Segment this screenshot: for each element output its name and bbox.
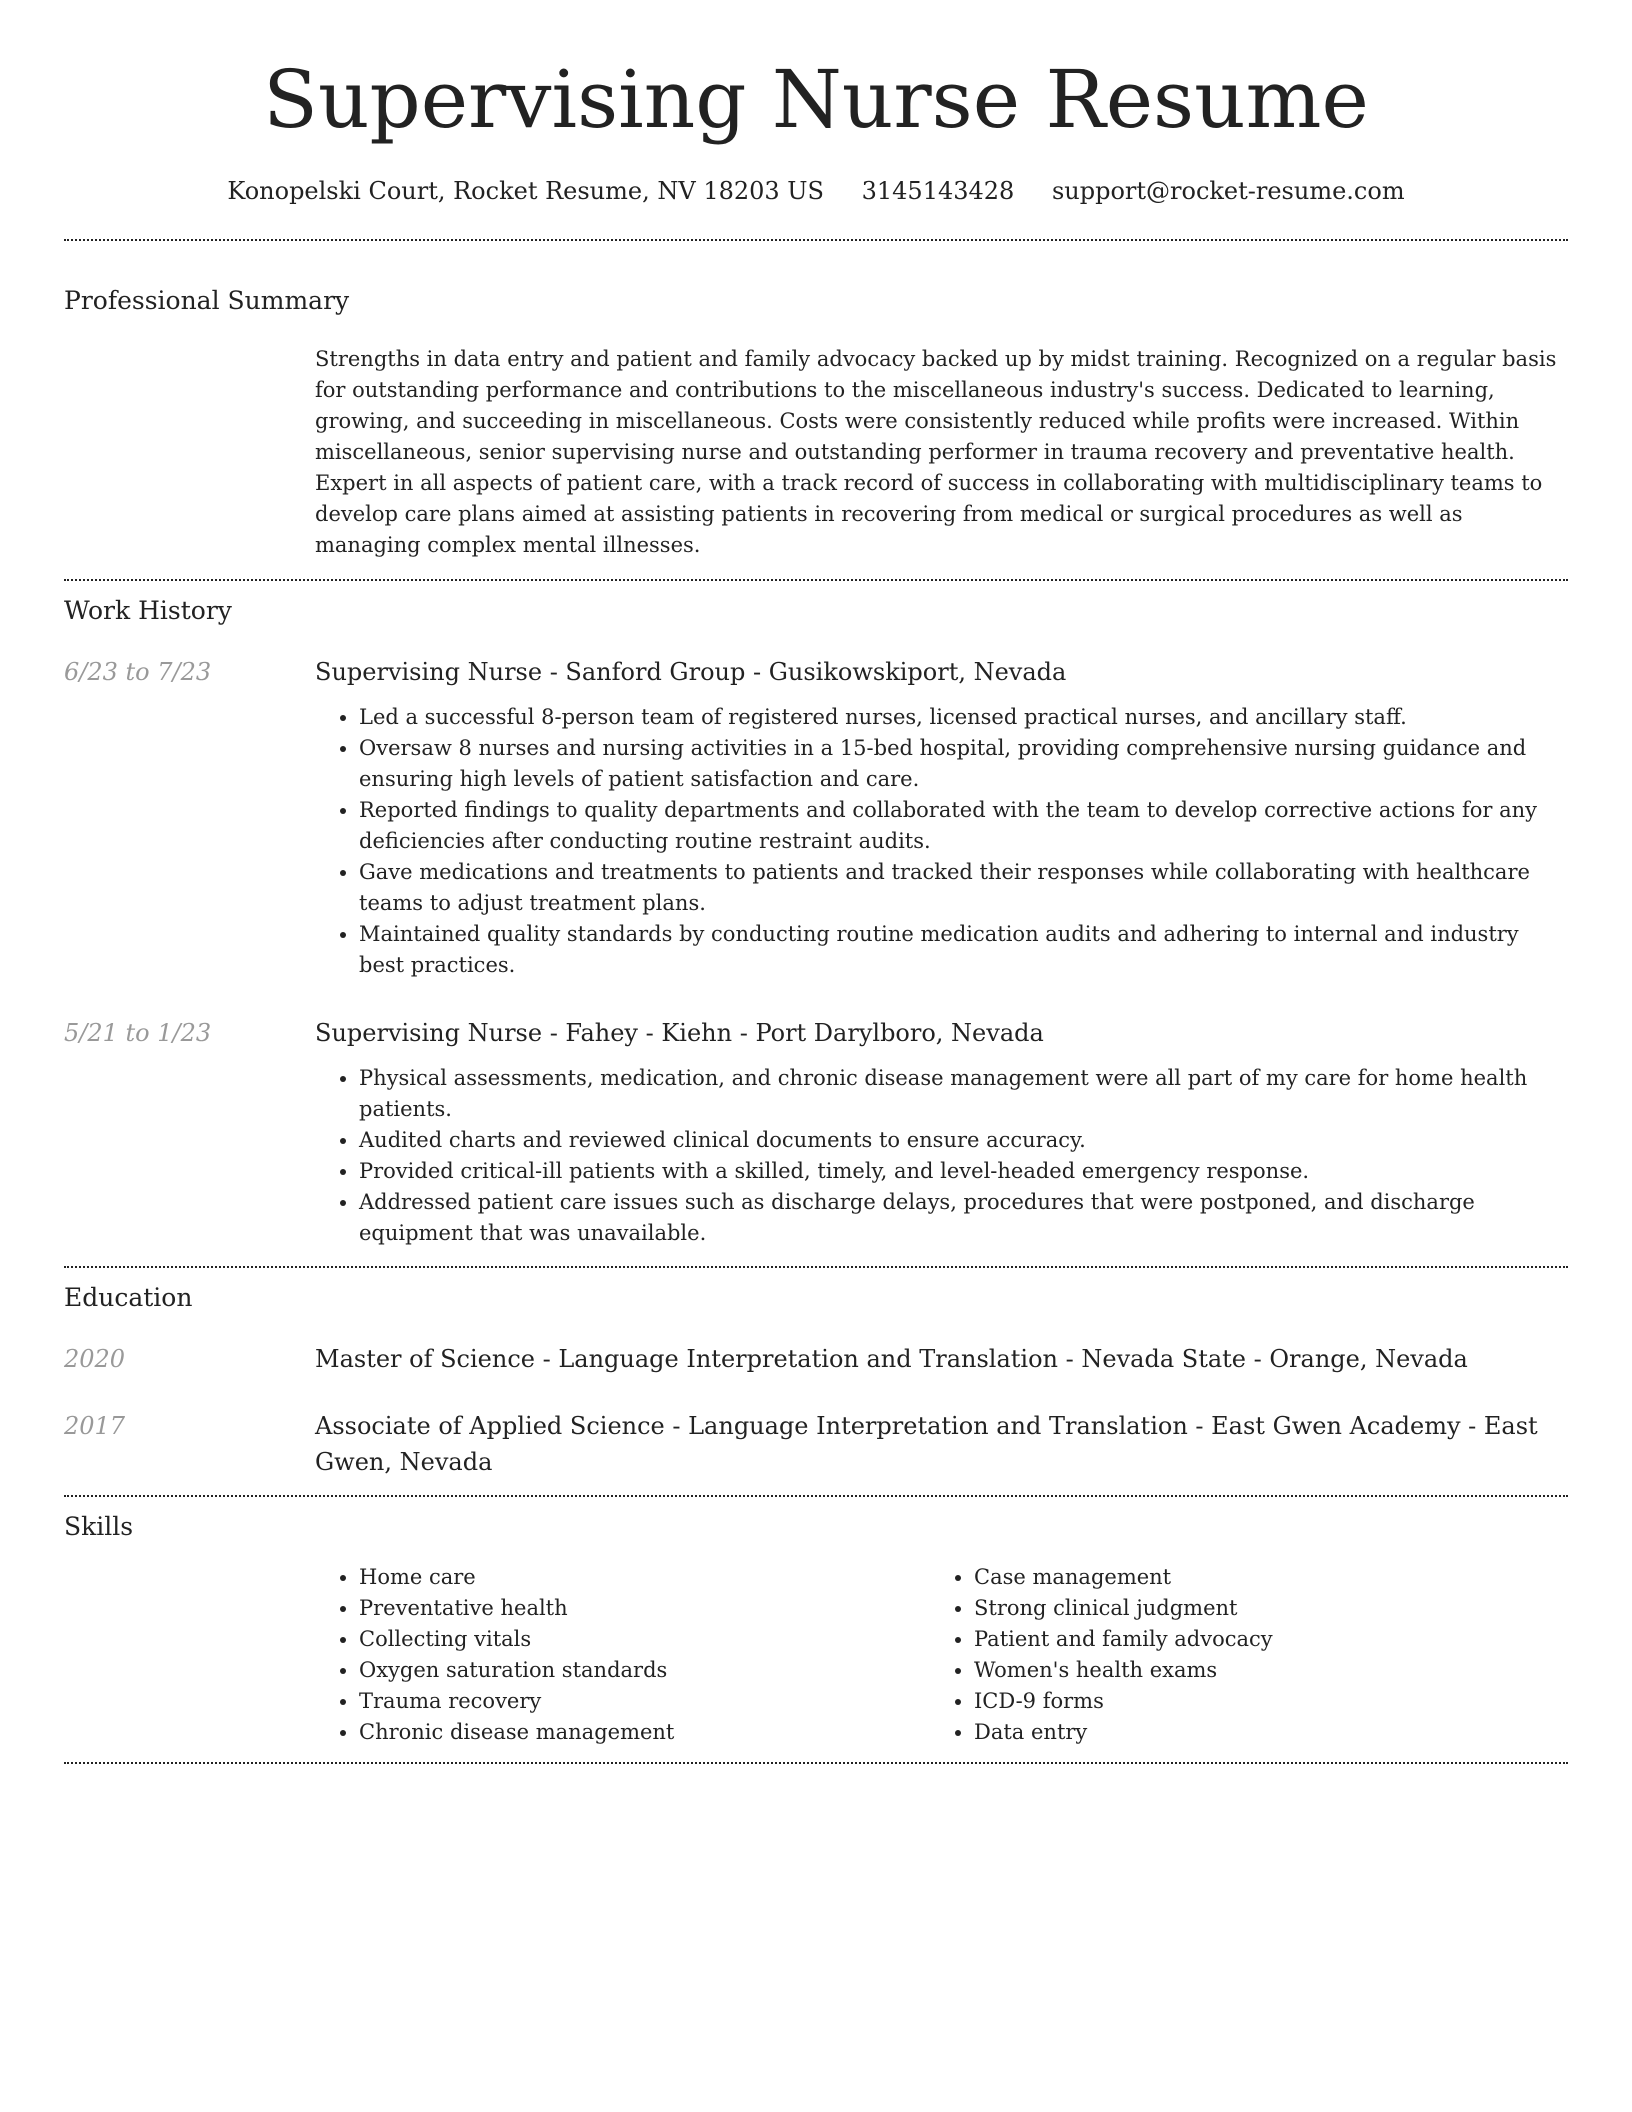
work-entry-2-bullet: • Provided critical-ill patients with a skilled, timely, and level-headed emergency response. <box>359 1156 1568 1187</box>
professional-summary-row <box>64 344 1568 561</box>
work-entry-1-dates: 6/23 to 7/23 <box>64 658 212 686</box>
education-entry-1-year: 2020 <box>64 1345 126 1373</box>
work-entry-1-bullet: • Maintained quality standards by conducting routine medication audits and adhering to internal and industry best practices. <box>359 919 1568 981</box>
work-entry-1 <box>64 654 1568 981</box>
work-entry-2-bullet: • Addressed patient care issues such as discharge delays, procedures that were postponed, and discharge equipment that was unavailable. <box>359 1187 1568 1249</box>
header-divider <box>64 239 1568 241</box>
work-entry-2-bullets <box>315 1063 1568 1249</box>
work-history-section <box>64 596 1568 1249</box>
summary-divider <box>64 579 1568 581</box>
education-entry-2 <box>64 1408 1568 1480</box>
resume-header <box>64 0 1568 206</box>
work-entry-1-details: - Sanford Group - Gusikowskiport, Nevada <box>542 658 1067 686</box>
skill-item: • Data entry <box>974 1717 1568 1748</box>
skill-item: • Case management <box>974 1562 1568 1593</box>
skills-spacer <box>64 1562 315 1748</box>
work-entry-1-bullet: • Reported findings to quality departments and collaborated with the team to develop corrective actions for any deficiencies after conducting routine restraint audits. <box>359 795 1568 857</box>
skill-item: • ICD-9 forms <box>974 1686 1568 1717</box>
work-entry-2-bullet: • Audited charts and reviewed clinical documents to ensure accuracy. <box>359 1125 1568 1156</box>
skill-item: • Patient and family advocacy <box>974 1624 1568 1655</box>
work-entry-2-details: - Fahey - Kiehn - Port Darylboro, Nevada <box>542 1019 1044 1047</box>
education-heading: Education <box>64 1283 193 1312</box>
contact-line <box>64 176 1568 206</box>
work-entry-1-title <box>315 654 1568 690</box>
skill-item: • Women's health exams <box>974 1655 1568 1686</box>
education-entry-2-degree: Associate of Applied Science - Language Interpretation and Translation <box>315 1412 1188 1440</box>
resume-title: Supervising Nurse Resume <box>263 53 1369 146</box>
professional-summary-text: Strengths in data entry and patient and family advocacy backed up by midst training. Recognized on a regular basis for outstanding performance and contributions to the miscellaneous industry's success. Dedicated to learning, growing, and succeeding in miscellaneous. Costs were consistently reduced while profits were increased. Within miscellaneous, senior supervising nurse and outstanding performer in trauma recovery and preventative health. Expert in all aspects of patient care, with a track record of success in collaborating with multidisciplinary teams to develop care plans aimed at assisting patients in recovering from medical or surgical procedures as well as managing complex mental illnesses. <box>315 347 1557 557</box>
work-entry-1-bullets <box>315 702 1568 981</box>
education-divider <box>64 1495 1568 1497</box>
skill-item: • Chronic disease management <box>359 1717 930 1748</box>
work-entry-1-content <box>315 654 1568 981</box>
professional-summary-heading: Professional Summary <box>64 286 350 315</box>
skill-item: • Collecting vitals <box>359 1624 930 1655</box>
skills-right-column <box>930 1562 1568 1748</box>
skill-item: • Trauma recovery <box>359 1686 930 1717</box>
skills-divider <box>64 1762 1568 1764</box>
education-entry-1-title <box>315 1341 1568 1377</box>
contact-email: support@rocket-resume.com <box>1051 177 1405 205</box>
work-entry-1-bullet: • Gave medications and treatments to patients and tracked their responses while collaborating with healthcare teams to adjust treatment plans. <box>359 857 1568 919</box>
skills-section <box>64 1512 1568 1748</box>
work-entry-1-role: Supervising Nurse <box>315 658 543 686</box>
education-entry-1-details: - Nevada State - Orange, Nevada <box>1058 1345 1468 1373</box>
work-entry-2 <box>64 1015 1568 1249</box>
work-history-heading: Work History <box>64 596 232 625</box>
skills-grid <box>64 1562 1568 1748</box>
work-entry-1-bullet: • Oversaw 8 nurses and nursing activities in a 15-bed hospital, providing comprehensive nursing guidance and ensuring high levels of patient satisfaction and care. <box>359 733 1568 795</box>
skill-item: • Home care <box>359 1562 930 1593</box>
skill-item: • Strong clinical judgment <box>974 1593 1568 1624</box>
contact-phone: 3145143428 <box>861 177 1015 205</box>
work-entry-2-dates: 5/21 to 1/23 <box>64 1019 212 1047</box>
education-entry-2-title <box>315 1408 1568 1480</box>
skills-left-column <box>315 1562 930 1748</box>
work-entry-2-role: Supervising Nurse <box>315 1019 543 1047</box>
contact-address: Konopelski Court, Rocket Resume, NV 18203 US <box>227 177 824 205</box>
work-entry-2-content <box>315 1015 1568 1249</box>
professional-summary-section <box>64 286 1568 561</box>
skills-heading: Skills <box>64 1512 134 1541</box>
education-entry-1 <box>64 1341 1568 1377</box>
education-section <box>64 1283 1568 1480</box>
work-history-divider <box>64 1266 1568 1268</box>
education-entry-1-degree: Master of Science - Language Interpretation and Translation <box>315 1345 1059 1373</box>
education-entry-2-details: - East Gwen Academy - East Gwen, Nevada <box>315 1412 1538 1476</box>
work-entry-2-bullet: • Physical assessments, medication, and chronic disease management were all part of my care for home health patients. <box>359 1063 1568 1125</box>
skill-item: • Preventative health <box>359 1593 930 1624</box>
work-entry-1-bullet: • Led a successful 8-person team of registered nurses, licensed practical nurses, and ancillary staff. <box>359 702 1568 733</box>
work-entry-2-title <box>315 1015 1568 1051</box>
education-entry-2-year: 2017 <box>64 1412 126 1440</box>
skill-item: • Oxygen saturation standards <box>359 1655 930 1686</box>
